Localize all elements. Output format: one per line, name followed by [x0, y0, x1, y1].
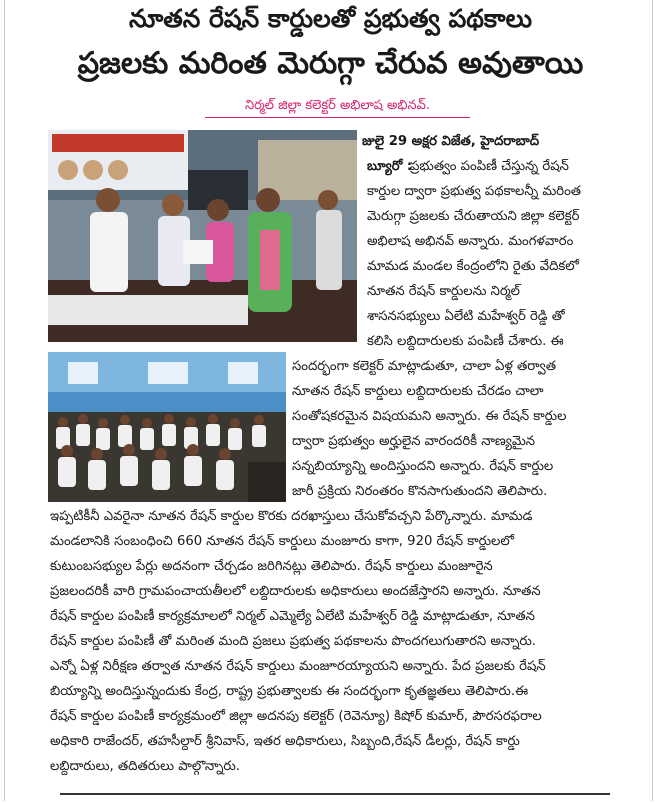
body-line: నూతన రేషన్ కార్డులను నిర్మల్: [367, 284, 520, 299]
bureau-label: బ్యూరో :: [367, 159, 413, 174]
body-line: సందర్భంగా కలెక్టర్ మాట్లాడుతూ, చాలా ఏళ్ల తర్వాత: [292, 359, 556, 374]
body-line: అధికారి రాజేందర్, తహసీల్దార్ శ్రీనివాస్, ఇతర అధికారులు, సిబ్బంది,రేషన్ డీలర్లు, రేషన్ కార్డు: [50, 734, 520, 749]
body-line: బియ్యాన్ని అందిస్తున్నందుకు కేంద్ర, రాష్ట్ర ప్రభుత్వాలకు ఈ సందర్భంగా కృతజ్ఞతలు తెలిపారు.ఈ: [50, 684, 529, 699]
body-line: రేషన్ కార్డుల పంపిణీ కార్యక్రమాలలో నిర్మల్ ఎమ్మెల్యే ఏలేటి మహేశ్వర్ రెడ్డి మాట్లాడుతూ, నూతన: [50, 609, 535, 624]
body-line: ప్రభుత్వం పంపిణీ చేస్తున్న రేషన్: [410, 159, 569, 174]
body-line: కార్డుల ద్వారా ప్రభుత్వ పథకాలన్నీ మరింత: [367, 184, 582, 199]
body-line: అభిలాష అభినవ్ అన్నారు. మంగళవారం: [367, 234, 574, 249]
bottom-divider: [60, 793, 610, 803]
body-line: రేషన్ కార్డుల పంపిణీ కార్యక్రమంలో జిల్లా అదనపు కలెక్టర్ (రెవెన్యూ) కిషోర్ కుమార్, పౌరసరఫరాల: [50, 709, 542, 724]
body-line: శాసనసభ్యులు ఏలేటి మహేశ్వర్ రెడ్డి తో: [367, 309, 565, 324]
body-line: సన్నబియ్యాన్ని అందిస్తుందని అన్నారు. రేషన్ కార్డుల: [292, 459, 554, 474]
body-line: సంతోషకరమైన విషయమని అన్నారు. ఈ రేషన్ కార్డుల: [292, 409, 567, 424]
body-line: రేషన్ కార్డుల పంపిణీ తో మరింత మంది ప్రజలు ప్రభుత్వ పథకాలను పొందగలుగుతారని అన్నారు.: [50, 634, 536, 649]
body-line: మామడ మండల కేంద్రంలోని రైతు వేదికలో: [367, 259, 579, 274]
body-line: మండలానికి సంబంధించి 660 నూతన రేషన్ కార్డులు మంజూరు కాగా, 920 రేషన్ కార్డులలో: [50, 534, 514, 549]
photo-audience: [48, 352, 286, 502]
byline: నిర్మల్ జిల్లా కలెక్టర్ అభిలాష అభినవ్.: [205, 95, 470, 118]
body-line: ఎన్నో ఏళ్ల నిరీక్షణ తర్వాత నూతన రేషన్ కార్డులు మంజూరయ్యాయని అన్నారు. పేద ప్రజలకు రేషన్: [50, 659, 546, 674]
body-line: మెరుగ్గా ప్రజలకు చేరుతాయని జిల్లా కలెక్టర్: [367, 209, 580, 224]
body-line: కలిసి లబ్దిదారులకు పంపిణీ చేశారు. ఈ: [367, 334, 564, 349]
body-line: లబ్దిదారులు, తదితరులు పాల్గొన్నారు.: [50, 759, 240, 774]
dateline: జులై 29 అక్షర విజేత, హైదరాబాద్: [362, 134, 540, 149]
body-line: జారీ ప్రక్రియ నిరంతరం కొనసాగుతుందని తెలిపారు.: [292, 484, 548, 499]
headline-line-1: నూతన రేషన్ కార్డులతో ప్రభుత్వ పథకాలు: [129, 4, 532, 33]
body-line: ఇప్పటికీనీ ఎవరైనా నూతన రేషన్ కార్డుల కొరకు దరఖాస్తులు చేసుకోవచ్చని పేర్కొన్నారు. మామడ: [50, 509, 533, 524]
body-line: నూతన రేషన్ కార్డులు లబ్దిదారులకు చేరడం చాలా: [292, 384, 544, 399]
body-line: కుటుంబసభ్యుల పేర్లు అదనంగా చేర్చడం జరిగినట్లు తెలిపారు. రేషన్ కార్డులు మంజూరైన: [50, 559, 493, 574]
body-line: ప్రజలందరికీ వారి గ్రామపంచాయతీలలో లబ్దిదారులకు అధికారులు అందజేస్తారని అన్నారు. నూతన: [50, 584, 541, 599]
headline-line-2: ప్రజలకు మరింత మెరుగ్గా చేరువ అవుతాయి: [77, 46, 584, 81]
photo-distribution-stage: [48, 130, 357, 342]
body-line: ద్వారా ప్రభుత్వం అర్హులైన వారందరికీ నాణ్యమైన: [292, 434, 536, 449]
column-rule-right: [652, 0, 653, 801]
column-rule-left: [4, 0, 5, 801]
